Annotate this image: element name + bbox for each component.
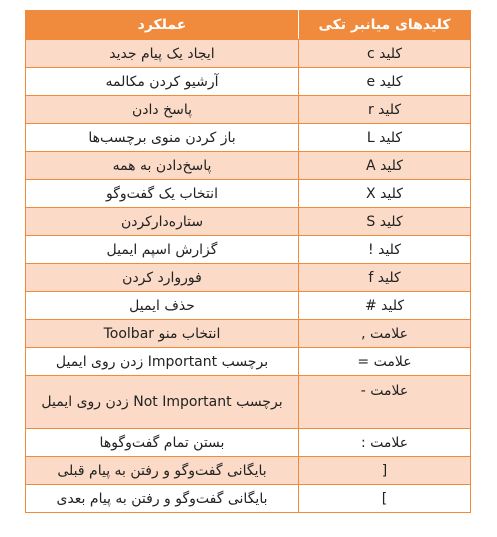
shortcut-key: علامت :	[299, 429, 471, 457]
table-header-row	[26, 11, 471, 40]
shortcut-function: برچسب Not Important زدن روی ایمیل	[26, 376, 299, 429]
shortcut-function: بایگانی گفت‌وگو و رفتن به پیام قبلی	[26, 457, 299, 485]
table-row	[26, 124, 471, 152]
header-key: کلیدهای میانبر تکی	[299, 11, 471, 40]
shortcut-function: پاسخ دادن	[26, 96, 299, 124]
table-row	[26, 320, 471, 348]
table-row	[26, 236, 471, 264]
shortcut-key: کلید A	[299, 152, 471, 180]
shortcut-function: برچسب Important زدن روی ایمیل	[26, 348, 299, 376]
table-row	[26, 292, 471, 320]
header-function: عملکرد	[26, 11, 299, 40]
shortcut-function: فوروارد کردن	[26, 264, 299, 292]
shortcut-function: بایگانی گفت‌وگو و رفتن به پیام بعدی	[26, 485, 299, 513]
table-row	[26, 264, 471, 292]
table-row	[26, 180, 471, 208]
shortcuts-table	[25, 10, 471, 513]
table-row	[26, 457, 471, 485]
shortcut-key: کلید c	[299, 40, 471, 68]
table-row	[26, 208, 471, 236]
shortcut-function: گزارش اسپم ایمیل	[26, 236, 299, 264]
shortcut-key: کلید f	[299, 264, 471, 292]
shortcut-function: پاسخ‌دادن به همه	[26, 152, 299, 180]
shortcut-function: ستاره‌دارکردن	[26, 208, 299, 236]
shortcut-key: کلید #	[299, 292, 471, 320]
shortcut-key: کلید L	[299, 124, 471, 152]
table-row	[26, 376, 471, 429]
table-row	[26, 348, 471, 376]
shortcut-key: کلید S	[299, 208, 471, 236]
shortcut-key: علامت =	[299, 348, 471, 376]
shortcut-function: انتخاب یک گفت‌وگو	[26, 180, 299, 208]
shortcut-function: انتخاب منو Toolbar	[26, 320, 299, 348]
shortcut-function: بستن تمام گفت‌وگوها	[26, 429, 299, 457]
table-row	[26, 485, 471, 513]
shortcut-key: ]	[299, 485, 471, 513]
table-row	[26, 68, 471, 96]
shortcut-key: علامت -	[299, 376, 471, 429]
shortcut-function: باز کردن منوی برچسب‌ها	[26, 124, 299, 152]
shortcut-key: کلید X	[299, 180, 471, 208]
table-row	[26, 152, 471, 180]
table-row	[26, 429, 471, 457]
shortcut-key: کلید r	[299, 96, 471, 124]
table-row	[26, 96, 471, 124]
shortcut-function: ایجاد یک پیام جدید	[26, 40, 299, 68]
shortcut-key: علامت ,	[299, 320, 471, 348]
shortcut-key: کلید e	[299, 68, 471, 96]
shortcut-key: [	[299, 457, 471, 485]
shortcut-function: حذف ایمیل	[26, 292, 299, 320]
shortcuts-table-container	[25, 10, 470, 513]
shortcut-key: کلید !	[299, 236, 471, 264]
shortcut-function: آرشیو کردن مکالمه	[26, 68, 299, 96]
table-row	[26, 40, 471, 68]
